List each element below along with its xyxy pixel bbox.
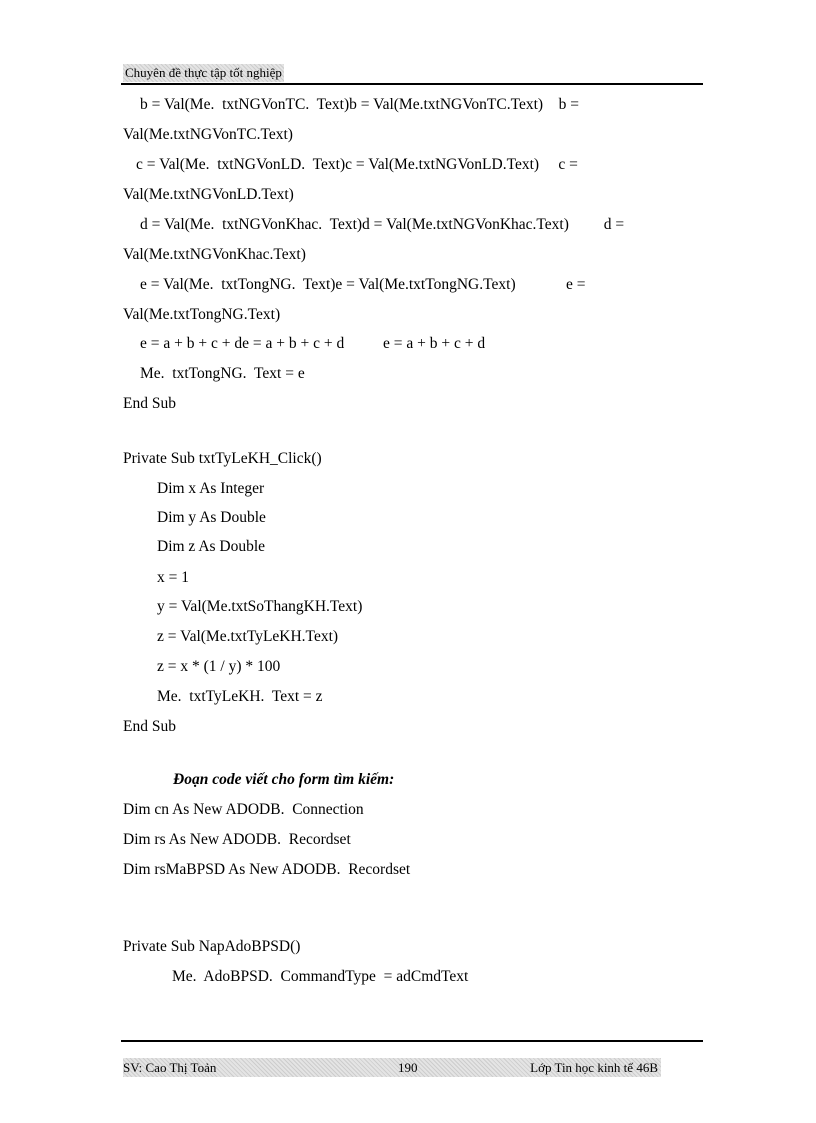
footer-class-name: Lớp Tin học kinh tế 46B bbox=[530, 1060, 658, 1075]
code-line: x = 1 bbox=[157, 569, 189, 586]
code-line: Val(Me.txtNGVonTC.Text) bbox=[123, 126, 293, 143]
code-line: Private Sub NapAdoBPSD() bbox=[123, 938, 301, 955]
page-header-title: Chuyên đề thực tập tốt nghiệp bbox=[125, 65, 282, 80]
code-line: b = Val(Me. txtNGVonTC. Text)b = Val(Me.txtNGVonTC.Text) b = bbox=[140, 96, 579, 113]
code-line: Me. txtTyLeKH. Text = z bbox=[157, 688, 323, 705]
code-line: Dim y As Double bbox=[157, 509, 266, 526]
footer-student: SV: Cao Thị Toản bbox=[123, 1060, 217, 1075]
header-rule bbox=[121, 83, 703, 85]
footer-rule bbox=[121, 1040, 703, 1042]
code-line: Me. AdoBPSD. CommandType = adCmdText bbox=[172, 968, 469, 985]
code-line: d = Val(Me. txtNGVonKhac. Text)d = Val(Me.txtNGVonKhac.Text) d = bbox=[140, 216, 625, 233]
code-line: y = Val(Me.txtSoThangKH.Text) bbox=[157, 598, 363, 615]
section-heading: Đoạn code viết cho form tìm kiếm: bbox=[173, 771, 395, 788]
code-line: Dim rsMaBPSD As New ADODB. Recordset bbox=[123, 861, 411, 878]
code-line: Dim x As Integer bbox=[157, 480, 265, 497]
code-line: c = Val(Me. txtNGVonLD. Text)c = Val(Me.txtNGVonLD.Text) c = bbox=[136, 156, 578, 173]
code-line: Val(Me.txtTongNG.Text) bbox=[123, 306, 281, 323]
code-line: Dim cn As New ADODB. Connection bbox=[123, 801, 364, 818]
code-line: z = x * (1 / y) * 100 bbox=[157, 658, 281, 675]
code-line: Dim z As Double bbox=[157, 538, 266, 555]
code-line: Val(Me.txtNGVonKhac.Text) bbox=[123, 246, 306, 263]
page-footer bbox=[123, 1058, 661, 1077]
code-line: z = Val(Me.txtTyLeKH.Text) bbox=[157, 628, 339, 645]
code-line: Private Sub txtTyLeKH_Click() bbox=[123, 450, 322, 467]
code-line: End Sub bbox=[123, 395, 176, 412]
code-line: Me. txtTongNG. Text = e bbox=[140, 365, 305, 382]
code-line: End Sub bbox=[123, 718, 176, 735]
code-line: e = a + b + c + de = a + b + c + d e = a + b + c + d bbox=[140, 335, 486, 352]
code-line: Val(Me.txtNGVonLD.Text) bbox=[123, 186, 294, 203]
code-line: e = Val(Me. txtTongNG. Text)e = Val(Me.txtTongNG.Text) e = bbox=[140, 276, 586, 293]
code-line: Dim rs As New ADODB. Recordset bbox=[123, 831, 351, 848]
footer-page-number: 190 bbox=[398, 1060, 418, 1075]
